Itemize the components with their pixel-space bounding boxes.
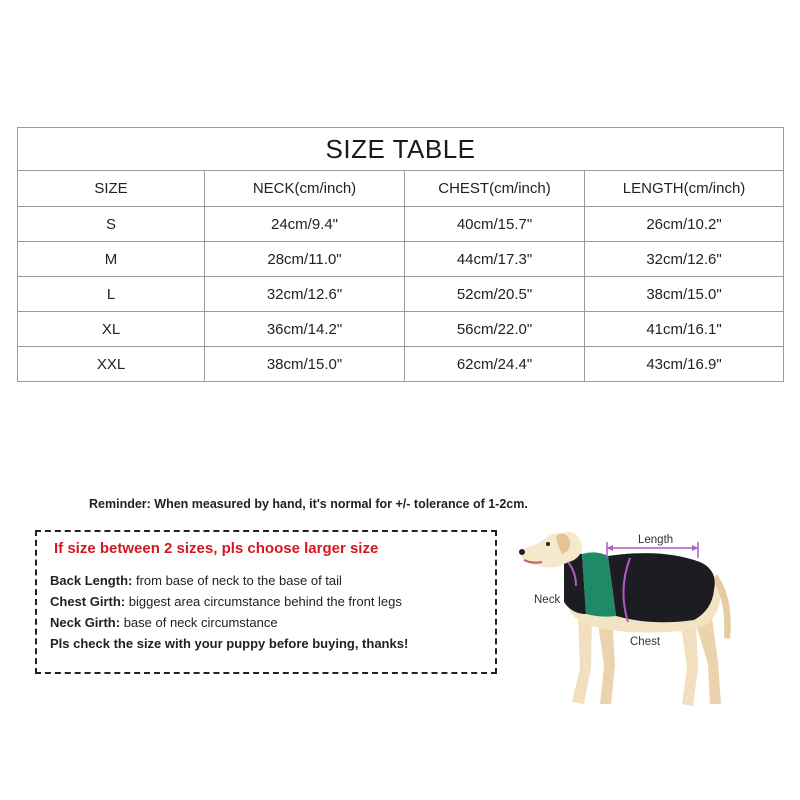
length-arrow-right [692,545,698,551]
dog-nose [519,549,525,555]
notice-heading: If size between 2 sizes, pls choose larger size [54,540,379,557]
sizing-notice-box [35,530,497,674]
cell-neck: 38cm/15.0" [205,347,405,382]
size-table [17,127,784,382]
table-row [18,277,784,312]
header-length: LENGTH(cm/inch) [585,171,784,207]
chest-label: Chest [630,636,661,648]
cell-length: 38cm/15.0" [585,277,784,312]
cell-size: XL [18,312,205,347]
final-note-text: Pls check the size with your puppy before buying, thanks! [50,636,409,651]
back-length-text: from base of neck to the base of tail [132,573,342,588]
header-chest: CHEST(cm/inch) [405,171,585,207]
neck-label: Neck [534,594,561,606]
cell-chest: 40cm/15.7" [405,207,585,242]
table-header-row [18,171,784,207]
chest-girth-label: Chest Girth: [50,594,126,609]
cell-neck: 36cm/14.2" [205,312,405,347]
length-arrow-left [607,545,613,551]
cell-size: L [18,277,205,312]
table-row [18,312,784,347]
cell-length: 41cm/16.1" [585,312,784,347]
cell-chest: 56cm/22.0" [405,312,585,347]
chest-girth-text: biggest area circumstance behind the front legs [125,594,402,609]
cell-chest: 52cm/20.5" [405,277,585,312]
final-note [50,636,408,651]
dog-eye [546,542,550,546]
dog-back-leg [694,618,721,704]
dog-front-leg [572,614,592,704]
table-row [18,347,784,382]
length-label: Length [638,534,674,546]
cell-length: 26cm/10.2" [585,207,784,242]
cell-length: 32cm/12.6" [585,242,784,277]
header-size: SIZE [18,171,205,207]
back-length-note [50,573,342,588]
cell-neck: 24cm/9.4" [205,207,405,242]
cell-neck: 28cm/11.0" [205,242,405,277]
chest-girth-note [50,594,402,609]
cell-size: XXL [18,347,205,382]
dog-measurement-diagram [512,518,792,718]
cell-neck: 32cm/12.6" [205,277,405,312]
measurement-reminder: Reminder: When measured by hand, it's normal for +/- tolerance of 1-2cm. [89,497,528,511]
dog-illustration [512,518,792,718]
cell-size: M [18,242,205,277]
cell-chest: 44cm/17.3" [405,242,585,277]
dog-back-leg [680,618,698,706]
cell-chest: 62cm/24.4" [405,347,585,382]
neck-girth-text: base of neck circumstance [120,615,278,630]
back-length-label: Back Length: [50,573,133,588]
header-neck: NECK(cm/inch) [205,171,405,207]
neck-girth-note [50,615,278,630]
neck-girth-label: Neck Girth: [50,615,121,630]
cell-size: S [18,207,205,242]
table-row [18,242,784,277]
cell-length: 43cm/16.9" [585,347,784,382]
table-title: SIZE TABLE [18,128,784,171]
table-row [18,207,784,242]
